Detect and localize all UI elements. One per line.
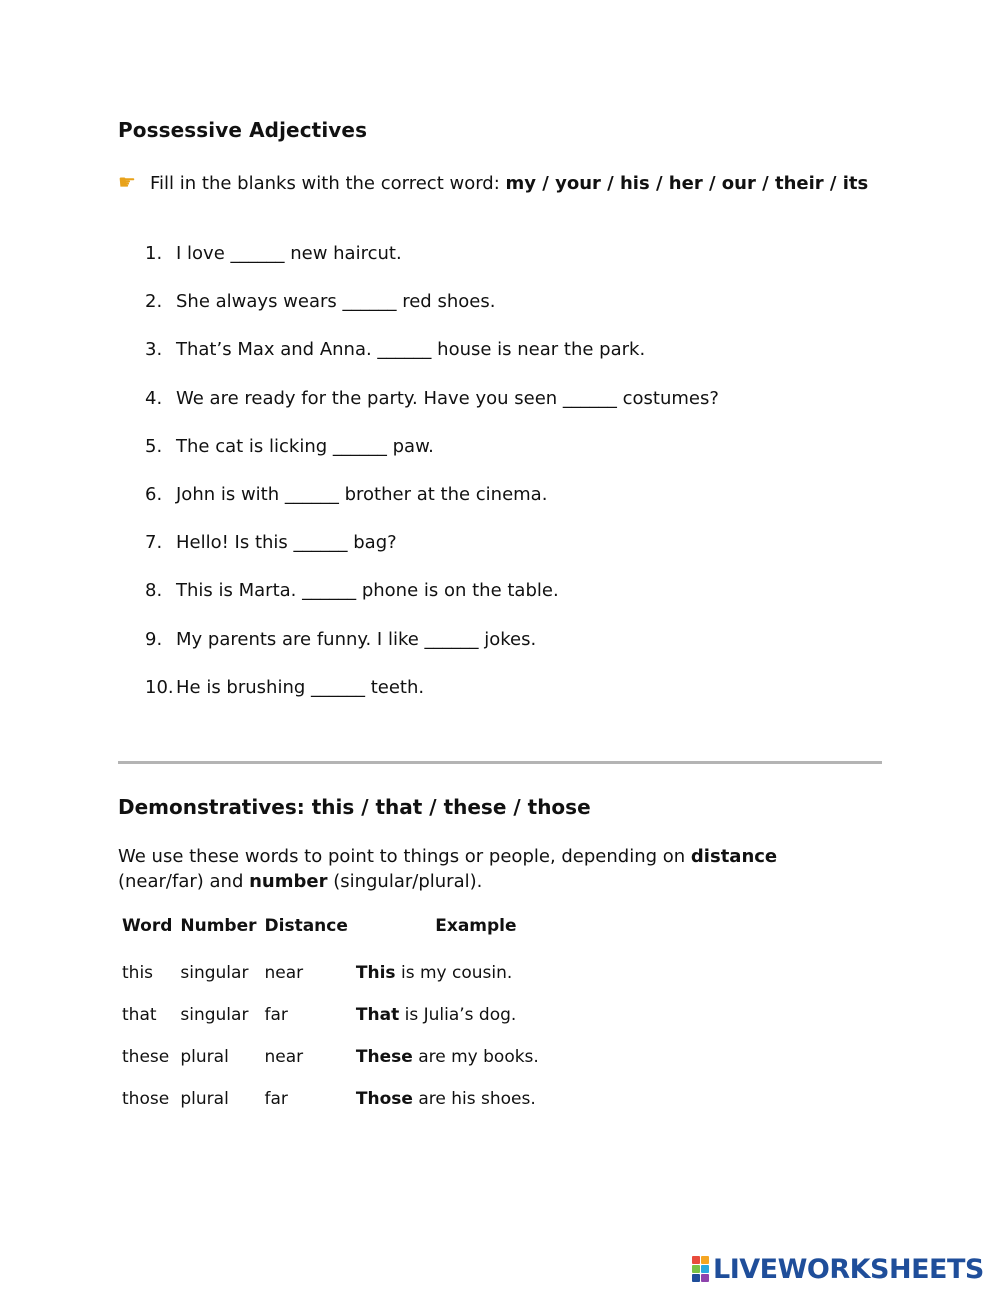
intro-text: (near/far) and: [118, 871, 250, 892]
demonstratives-intro: [118, 844, 838, 894]
item-text: This is Marta. ______ phone is on the table.: [176, 580, 559, 602]
item-number: 9.: [145, 628, 163, 650]
table-header-row: [118, 916, 600, 952]
intro-bold-distance: distance: [690, 846, 778, 867]
cell-word: those: [122, 1089, 170, 1109]
logo-text: LIVEWORKSHEETS: [713, 1253, 984, 1285]
logo-blocks-icon: [692, 1256, 709, 1282]
exercise-item: [145, 243, 719, 291]
item-number: 3.: [145, 339, 163, 361]
cell-distance: near: [264, 1047, 304, 1067]
item-text: John is with ______ brother at the cinema.: [176, 483, 548, 505]
example-rest: are my books.: [412, 1047, 539, 1067]
cell-example: [352, 1078, 600, 1120]
cell-number: singular: [180, 963, 249, 983]
item-text: The cat is licking ______ paw.: [176, 435, 434, 457]
logo-block: [692, 1274, 700, 1282]
table-row: [118, 952, 600, 994]
example-bold: This: [355, 963, 396, 983]
header-number: Number: [180, 916, 257, 936]
item-text: We are ready for the party. Have you seen ______ costumes?: [176, 387, 719, 409]
table-row: [118, 994, 600, 1036]
exercise-item: [145, 436, 719, 484]
cell-example: [352, 952, 600, 994]
header-word: Word: [122, 916, 173, 936]
example-bold: That: [355, 1005, 400, 1025]
item-text: He is brushing ______ teeth.: [176, 676, 425, 698]
cell-word: this: [122, 963, 154, 983]
demonstratives-table: [118, 916, 600, 1120]
exercise-item: [145, 532, 719, 580]
intro-bold-number: number: [249, 871, 328, 892]
example-rest: are his shoes.: [412, 1089, 536, 1109]
cell-number: singular: [180, 1005, 249, 1025]
logo-block: [692, 1265, 700, 1273]
exercise-item: [145, 291, 719, 339]
cell-number: plural: [180, 1047, 229, 1067]
header-distance: Distance: [264, 916, 348, 936]
cell-distance: near: [264, 963, 304, 983]
intro-text: We use these words to point to things or people, depending on: [118, 846, 691, 867]
item-text: She always wears ______ red shoes.: [176, 291, 496, 313]
item-number: 1.: [145, 243, 163, 264]
example-rest: is my cousin.: [395, 963, 513, 983]
intro-text: (singular/plural).: [327, 871, 483, 892]
section-divider: [118, 761, 882, 764]
exercise-item: [145, 339, 719, 387]
exercise-list: [145, 243, 719, 725]
instruction-word-options: my / your / his / her / our / their / its: [505, 173, 869, 194]
item-text: That’s Max and Anna. ______ house is near the park.: [176, 339, 646, 361]
cell-example: [352, 1036, 600, 1078]
cell-word: these: [122, 1047, 170, 1067]
cell-word: that: [122, 1005, 157, 1025]
item-number: 7.: [145, 532, 163, 554]
exercise-item: [145, 388, 719, 436]
logo-block: [701, 1274, 709, 1282]
example-bold: Those: [355, 1089, 413, 1109]
section-title-demonstratives: Demonstratives: this / that / these / those: [118, 795, 591, 819]
item-number: 5.: [145, 435, 163, 457]
item-number: 8.: [145, 580, 163, 602]
cell-number: plural: [180, 1089, 229, 1109]
cell-example: [352, 994, 600, 1036]
item-text: Hello! Is this ______ bag?: [176, 532, 397, 554]
cell-distance: far: [264, 1089, 288, 1109]
liveworksheets-logo[interactable]: [692, 1252, 984, 1286]
header-example: Example: [435, 916, 517, 936]
logo-block: [692, 1256, 700, 1264]
item-number: 2.: [145, 291, 163, 313]
cell-distance: far: [264, 1005, 288, 1025]
item-text: My parents are funny. I like ______ jokes.: [176, 628, 537, 650]
instruction-line: [118, 170, 868, 194]
item-number: 10.: [145, 676, 174, 698]
table-row: [118, 1078, 600, 1120]
exercise-item: [145, 629, 719, 677]
exercise-item: [145, 677, 719, 725]
item-number: 4.: [145, 387, 163, 409]
table-row: [118, 1036, 600, 1078]
logo-block: [701, 1256, 709, 1264]
item-text: I love ______ new haircut.: [176, 243, 402, 264]
section-title-possessive: Possessive Adjectives: [118, 118, 368, 142]
exercise-item: [145, 484, 719, 532]
example-rest: is Julia’s dog.: [399, 1005, 517, 1025]
instruction-text: Fill in the blanks with the correct word:: [150, 173, 506, 194]
logo-block: [701, 1265, 709, 1273]
pointing-hand-icon: ☛: [118, 170, 136, 194]
item-number: 6.: [145, 483, 163, 505]
exercise-item: [145, 580, 719, 628]
example-bold: These: [355, 1047, 413, 1067]
